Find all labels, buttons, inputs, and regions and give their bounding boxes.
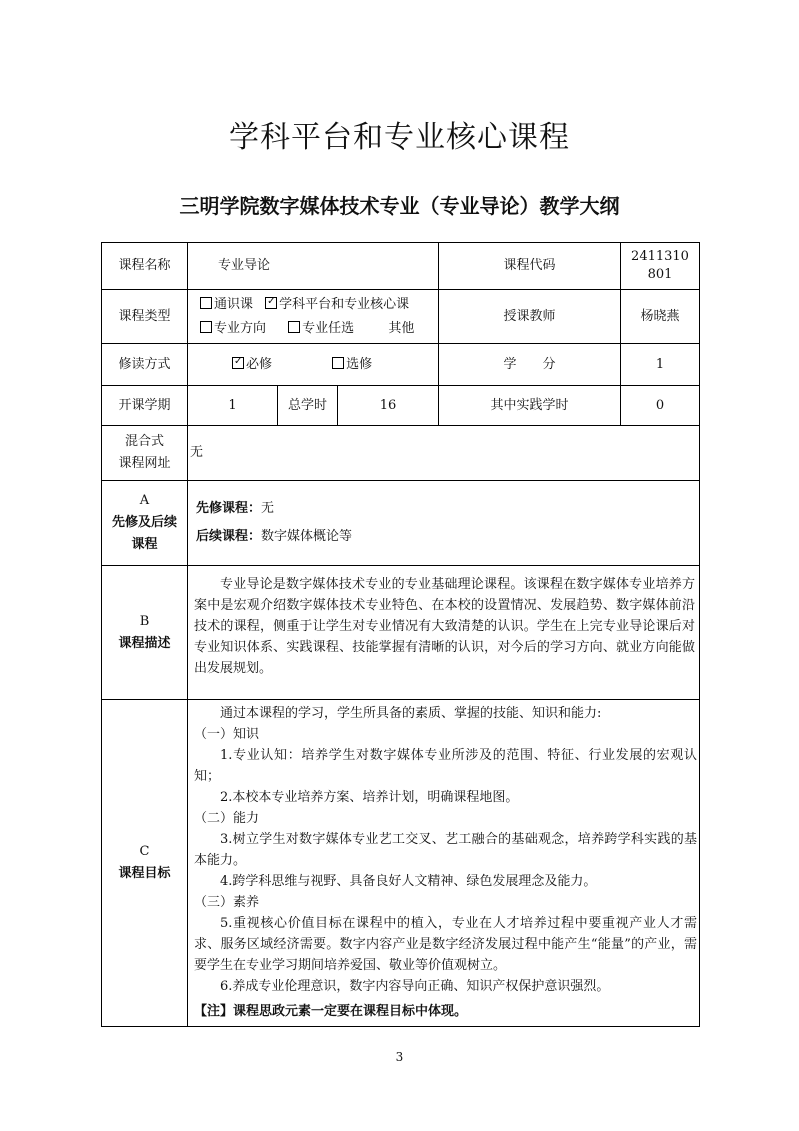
row-course-type	[102, 290, 700, 344]
course-code-line2: 801	[647, 267, 673, 282]
prereq-line: 先修课程：无	[196, 501, 275, 516]
goal-item: 1.专业认知：培养学生对数字媒体专业所涉及的范围、特征、行业发展的宏观认知；	[194, 748, 697, 784]
credit-label: 学 分	[439, 344, 621, 386]
syllabus-subtitle: 三明学院数字媒体技术专业（专业导论）教学大纲	[179, 194, 620, 218]
hours-label: 总学时	[278, 386, 338, 426]
follow-line: 后续课程：数字媒体概论等	[196, 529, 353, 544]
row-section-c	[102, 700, 700, 1027]
type-option-core[interactable]: ✓ 学科平台和专业核心课	[265, 297, 409, 312]
ideology-note: 【注】课程思政元素一定要在课程目标中体现。	[194, 1004, 468, 1019]
course-type-options	[188, 290, 439, 344]
syllabus-table	[101, 242, 700, 1027]
checkbox-icon	[200, 297, 212, 309]
row-section-a	[102, 481, 700, 566]
row-course-name	[102, 243, 700, 290]
goal-item: 5.重视核心价值目标在课程中的植入，专业在人才培养过程中要重视产业人才需求、服务区域经济需要。数字内容产业是数字经济发展过程中能产生“能量”的产业，需要学生在专业学习期间培养爱国、敬业等价值观树立。	[194, 916, 697, 973]
checkbox-checked-icon	[265, 297, 277, 309]
checkbox-icon	[332, 357, 344, 369]
goals-intro: 通过本课程的学习，学生所具备的素质、掌握的技能、知识和能力:	[220, 706, 602, 721]
practice-value: 0	[621, 386, 700, 426]
section-b-label: B 课程描述	[102, 566, 188, 700]
page-number: 3	[395, 1050, 404, 1064]
goal-item: 6.养成专业伦理意识，数字内容导向正确、知识产权保护意识强烈。	[220, 979, 610, 994]
checkbox-checked-icon	[232, 357, 244, 369]
section-a-content	[188, 481, 700, 566]
course-description: 专业导论是数字媒体技术专业的专业基础理论课程。该课程在数字媒体专业培养方案中是宏观介绍数字媒体技术专业特色、在本校的设置情况、发展趋势、数字媒体前沿技术的课程，侧重于让学生对专业情况有大致清楚的认识。学生在上完专业导论课后对专业知识体系、实践课程、技能掌握有清晰的认识，对今后的学习方向、就业方向能做出发展规划。	[194, 577, 695, 676]
goal-item: 4.跨学科思维与视野、具备良好人文精神、绿色发展理念及能力。	[220, 874, 597, 889]
section-a-label: A 先修及后续 课程	[102, 481, 188, 566]
course-type-label: 课程类型	[102, 290, 188, 344]
course-url-value: 无	[188, 426, 700, 481]
section-c-content	[188, 700, 700, 1027]
course-code-value	[621, 243, 700, 290]
course-code-line1: 2411310	[631, 249, 689, 264]
study-mode-options	[188, 344, 439, 386]
type-option-general[interactable]: 通识课	[200, 297, 253, 312]
page-title: 学科平台和专业核心课程	[229, 120, 570, 155]
teacher-value: 杨晓燕	[621, 290, 700, 344]
teacher-label: 授课教师	[439, 290, 621, 344]
section-c-label: C 课程目标	[102, 700, 188, 1027]
type-option-other[interactable]: 其他	[388, 320, 415, 336]
goal-heading: （三）素养	[194, 895, 260, 910]
study-mode-label: 修读方式	[102, 344, 188, 386]
checkbox-icon	[200, 321, 212, 333]
type-option-direction[interactable]: 专业方向	[200, 321, 266, 336]
course-url-label: 混合式 课程网址	[102, 426, 188, 481]
practice-label: 其中实践学时	[439, 386, 621, 426]
semester-value: 1	[188, 386, 278, 426]
mode-option-elective[interactable]: 选修	[332, 357, 372, 372]
course-name-label: 课程名称	[102, 243, 188, 290]
row-course-url	[102, 426, 700, 481]
course-code-label: 课程代码	[439, 243, 621, 290]
row-section-b	[102, 566, 700, 700]
checkbox-icon	[288, 321, 300, 333]
mode-option-required[interactable]: ✓ 必修	[232, 357, 272, 372]
goal-heading: （二）能力	[194, 811, 260, 826]
hours-value: 16	[338, 386, 439, 426]
goal-item: 3.树立学生对数字媒体专业艺工交叉、艺工融合的基础观念，培养跨学科实践的基本能力。	[194, 832, 697, 868]
type-option-elective[interactable]: 专业任选	[288, 321, 354, 336]
row-study-mode	[102, 344, 700, 386]
semester-label: 开课学期	[102, 386, 188, 426]
section-b-content	[188, 566, 700, 700]
row-semester	[102, 386, 700, 426]
goal-heading: （一）知识	[194, 727, 260, 742]
credit-value: 1	[621, 344, 700, 386]
goal-item: 2.本校本专业培养方案、培养计划，明确课程地图。	[220, 790, 519, 805]
course-name-value: 专业导论	[188, 243, 439, 290]
